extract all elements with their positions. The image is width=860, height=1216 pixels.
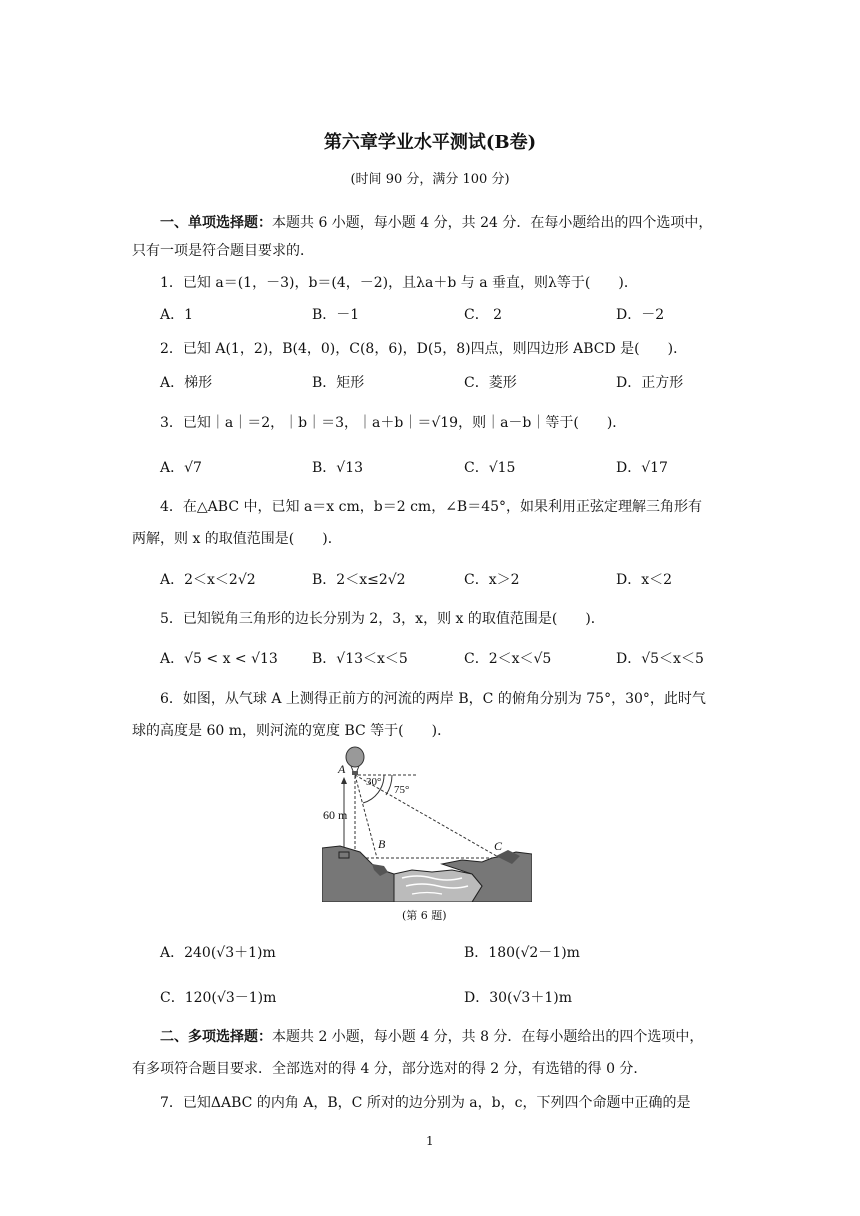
page-title: 第六章学业水平测试(B卷) <box>323 132 537 153</box>
q3-option-c: C．√15 <box>464 460 516 476</box>
balloon-icon <box>346 747 364 767</box>
q1-option-d: D．－2 <box>616 307 665 323</box>
q4-option-d: D．x＜2 <box>616 572 673 588</box>
page-number: 1 <box>426 1134 434 1148</box>
q4-stem-line2: 两解，则 x 的取值范围是( )． <box>132 531 342 547</box>
q2-option-b: B．矩形 <box>312 375 365 391</box>
q2-option-d: D．正方形 <box>616 375 684 391</box>
q2-stem: 2．已知 A(1，2)，B(4，0)，C(8，6)，D(5，8)四点，则四边形 ABCD 是( )． <box>160 341 688 357</box>
q3-stem: 3．已知｜a｜＝2，｜b｜＝3，｜a＋b｜＝√19，则｜a－b｜等于( )． <box>160 415 627 431</box>
q1-option-a: A．1 <box>160 307 194 323</box>
label-angle-75: 75° <box>394 784 410 796</box>
q3-option-d: D．√17 <box>616 460 668 476</box>
label-c: C <box>494 839 503 853</box>
q6-figure-caption: (第 6 题) <box>402 909 447 922</box>
label-angle-30: 30° <box>366 776 382 788</box>
label-b: B <box>378 837 386 851</box>
q5-option-c: C．2＜x＜√5 <box>464 651 552 667</box>
q1-option-c: C． 2 <box>464 307 503 323</box>
q6-figure <box>322 746 532 902</box>
q4-option-c: C．x＞2 <box>464 572 520 588</box>
q6-stem-line1: 6．如图，从气球 A 上测得正前方的河流的两岸 B，C 的俯角分别为 75°，30°，此时气 <box>160 691 706 707</box>
q5-option-a: A．√5 < x < √13 <box>160 651 278 667</box>
q1-stem: 1．已知 a＝(1，－3)，b＝(4，－2)，且λa＋b 与 a 垂直，则λ等于( )． <box>160 275 638 291</box>
section1-line1 <box>160 212 712 232</box>
q6-stem-line2: 球的高度是 60 m，则河流的宽度 BC 等于( )． <box>132 723 452 739</box>
q6-option-a: A．240(√3＋1)m <box>160 945 276 961</box>
q4-option-b: B．2＜x≤2√2 <box>312 572 406 588</box>
page-subtitle: (时间 90 分，满分 100 分) <box>350 172 510 187</box>
section1-heading: 一、单项选择题： <box>160 215 272 231</box>
section1-line2: 只有一项是符合题目要求的． <box>132 243 314 259</box>
q5-option-b: B．√13＜x＜5 <box>312 651 408 667</box>
q3-option-b: B．√13 <box>312 460 364 476</box>
q3-option-a: A．√7 <box>160 460 202 476</box>
q5-stem: 5．已知锐角三角形的边长分别为 2，3，x，则 x 的取值范围是( )． <box>160 611 605 627</box>
section2-heading: 二、多项选择题： <box>160 1029 272 1045</box>
balloon-basket <box>352 771 358 775</box>
q5-option-d: D．√5＜x＜5 <box>616 651 704 667</box>
q6-option-d: D．30(√3＋1)m <box>464 990 572 1006</box>
q4-option-a: A．2＜x＜2√2 <box>160 572 256 588</box>
q4-stem-line1: 4．在△ABC 中，已知 a＝x cm，b＝2 cm，∠B＝45°，如果利用正弦定理解三角形有 <box>160 499 703 515</box>
q2-option-c: C．菱形 <box>464 375 517 391</box>
section2-line2: 有多项符合题目要求．全部选对的得 4 分，部分选对的得 2 分，有选错的得 0 分． <box>132 1061 648 1077</box>
section1-text: 本题共 6 小题，每小题 4 分，共 24 分．在每小题给出的四个选项中， <box>272 215 713 231</box>
q1-option-b: B．－1 <box>312 307 360 323</box>
label-a: A <box>338 762 346 776</box>
q7-stem: 7．已知ΔABC 的内角 A，B，C 所对的边分别为 a，b，c，下列四个命题中正确的是 <box>160 1095 691 1111</box>
q2-option-a: A．梯形 <box>160 375 213 391</box>
q6-option-b: B．180(√2－1)m <box>464 945 580 961</box>
q6-option-c: C．120(√3－1)m <box>160 990 277 1006</box>
section2-text: 本题共 2 小题，每小题 4 分，共 8 分．在每小题给出的四个选项中， <box>272 1029 704 1045</box>
label-height: 60 m <box>323 808 348 822</box>
section2-line1 <box>160 1026 703 1046</box>
